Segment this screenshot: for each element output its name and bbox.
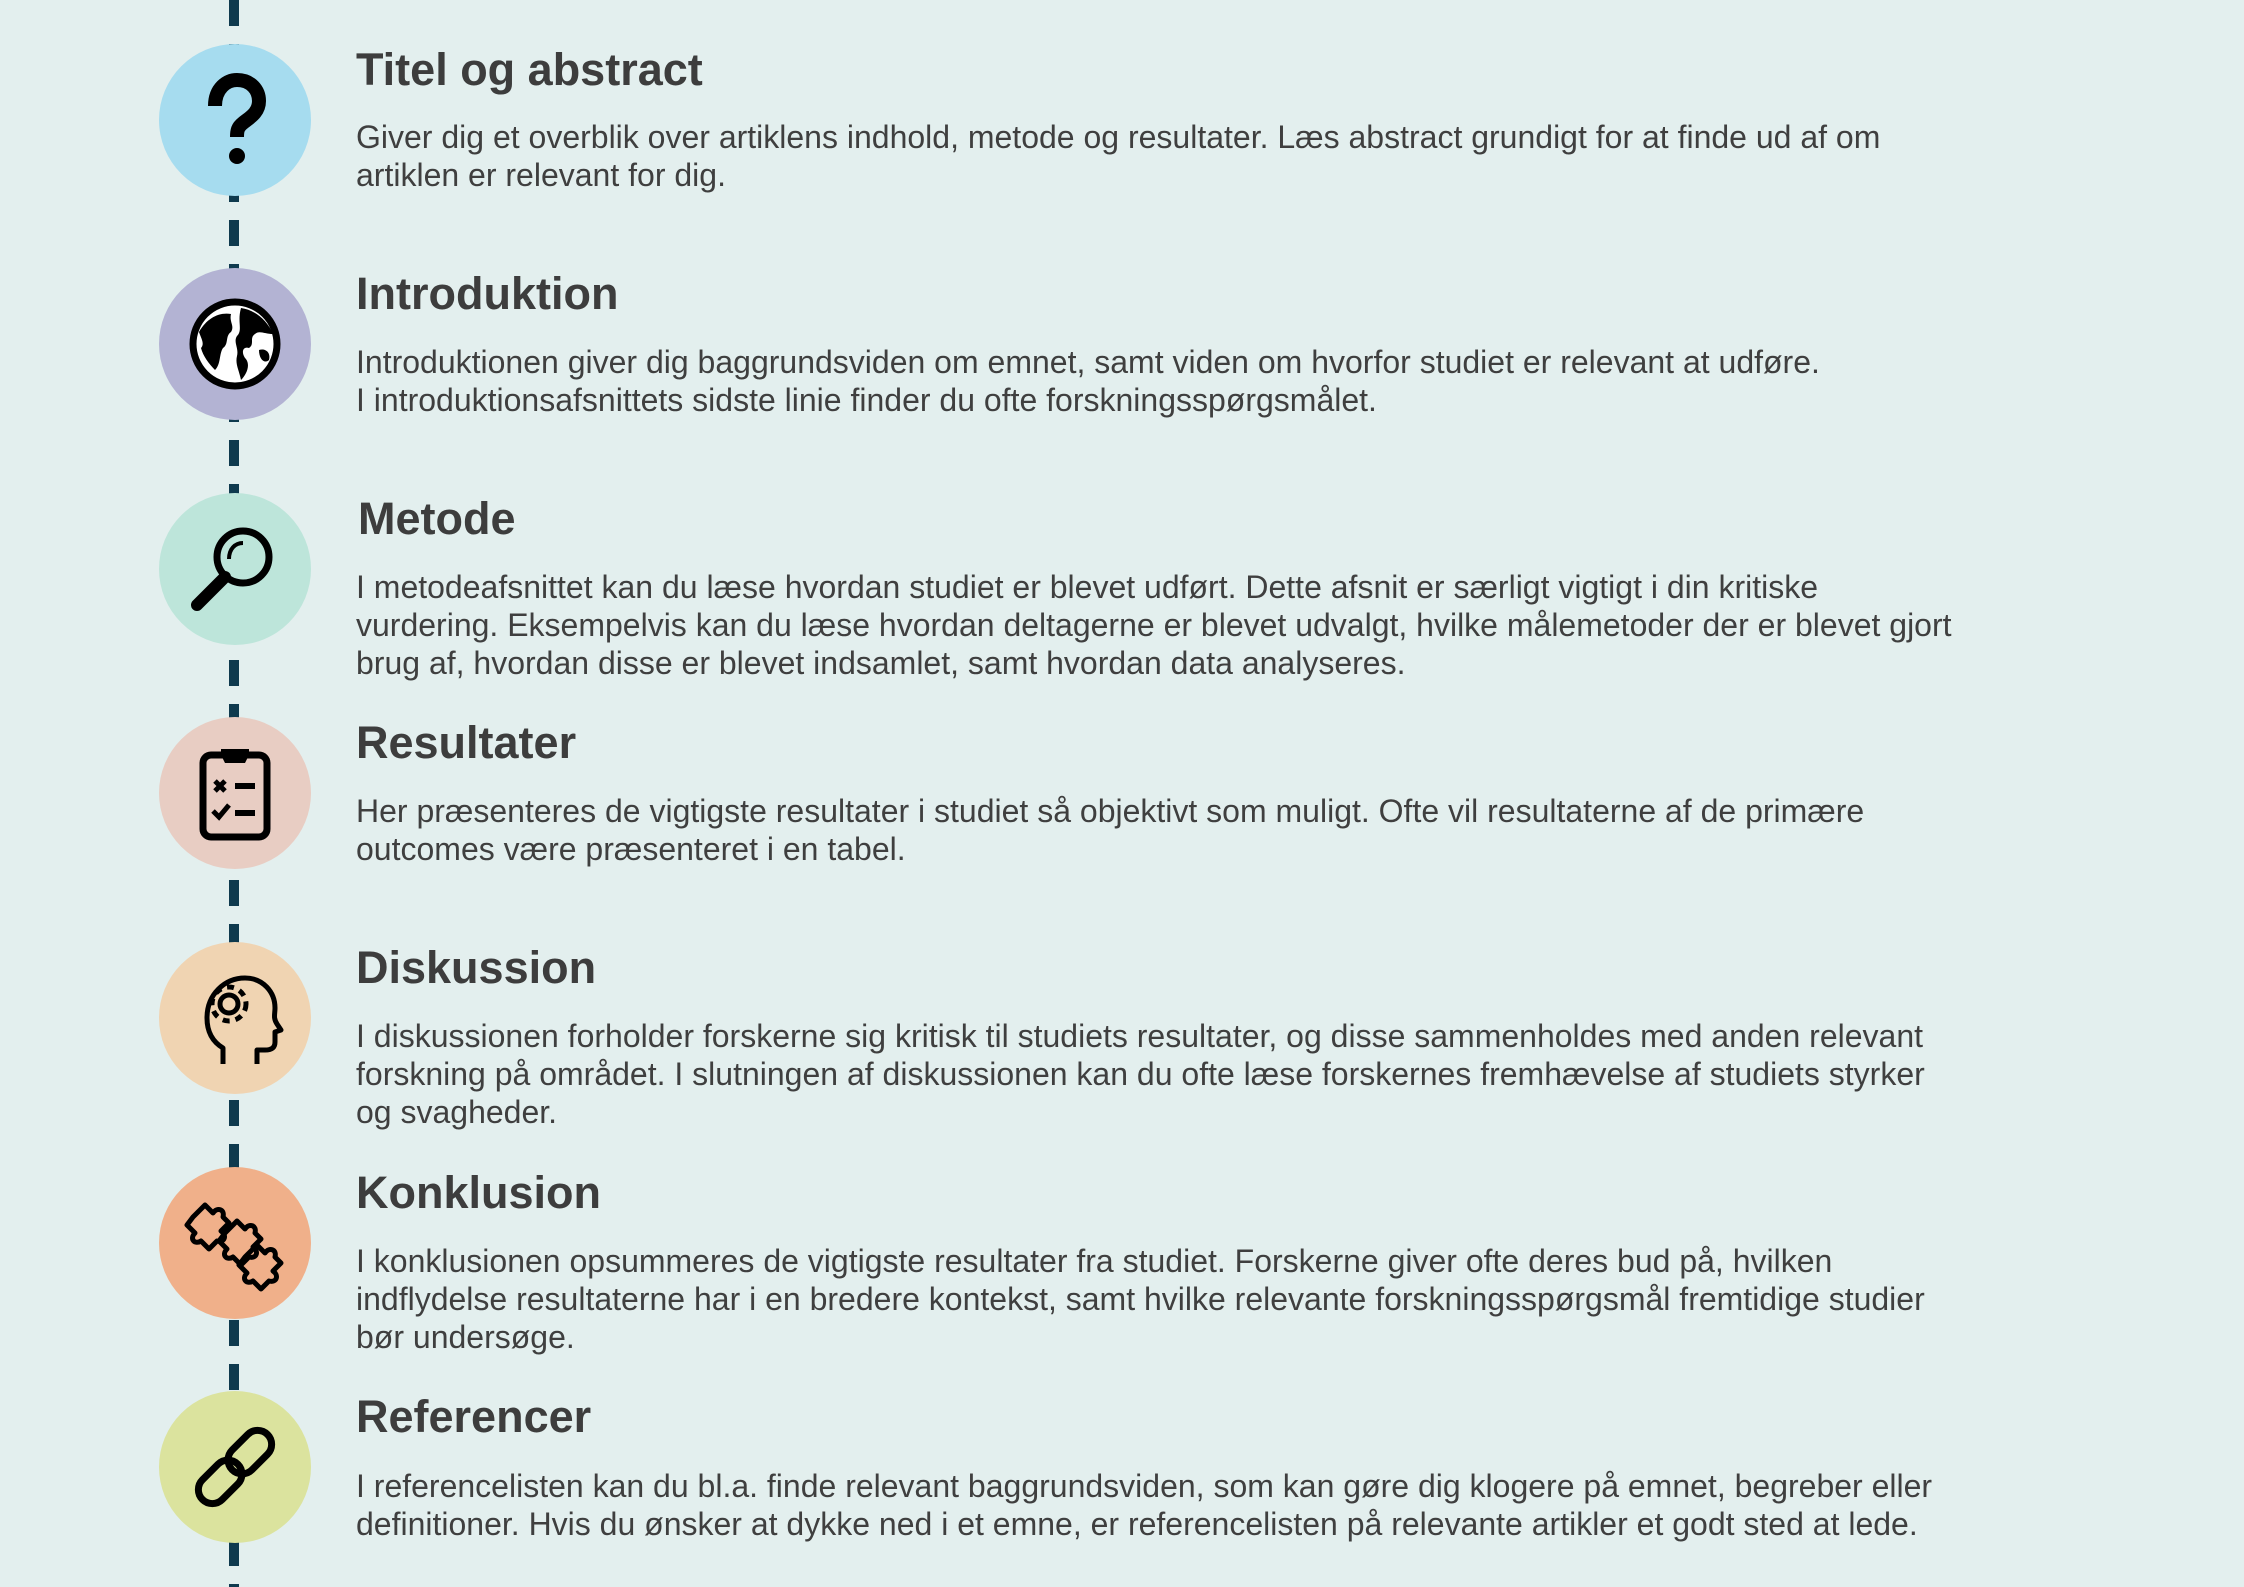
body-line: I introduktionsafsnittets sidste linie finder du ofte forskningsspørgsmålet. bbox=[356, 382, 1377, 418]
body-line: Introduktionen giver dig baggrundsviden om emnet, samt viden om hvorfor studiet er relevant at udføre. bbox=[356, 344, 1820, 380]
body-line: Her præsenteres de vigtigste resultater i studiet så objektivt som muligt. Ofte vil resultaterne af de primære bbox=[356, 793, 1865, 829]
section-body bbox=[356, 1467, 2186, 1543]
section-body bbox=[356, 1017, 2186, 1131]
body-line: I metodeafsnittet kan du læse hvordan studiet er blevet udført. Dette afsnit er særligt vigtigt i din kritiske bbox=[356, 569, 1819, 605]
section-title: Konklusion bbox=[356, 1167, 601, 1218]
body-line: bør undersøge. bbox=[356, 1319, 575, 1355]
body-line: outcomes være præsenteret i en tabel. bbox=[356, 831, 906, 867]
icon-circle bbox=[159, 1391, 311, 1543]
chain-link-icon bbox=[185, 1417, 285, 1517]
globe-icon bbox=[185, 294, 285, 394]
section-title: Metode bbox=[358, 493, 516, 544]
question-mark-icon bbox=[185, 70, 285, 170]
icon-circle bbox=[159, 493, 311, 645]
magnifier-icon bbox=[185, 519, 285, 619]
body-line: vurdering. Eksempelvis kan du læse hvordan deltagerne er blevet udvalgt, hvilke målemetoder der er blevet gjort bbox=[356, 607, 1952, 643]
section-title: Introduktion bbox=[356, 268, 619, 319]
body-line: brug af, hvordan disse er blevet indsamlet, samt hvordan data analyseres. bbox=[356, 645, 1406, 681]
section-title: Referencer bbox=[356, 1391, 592, 1442]
body-line: Giver dig et overblik over artiklens indhold, metode og resultater. Læs abstract grundigt for at finde ud af om bbox=[356, 119, 1881, 155]
icon-circle bbox=[159, 44, 311, 196]
body-line: forskning på området. I slutningen af diskussionen kan du ofte læse forskernes fremhævelse af studiets styrker bbox=[356, 1056, 1925, 1092]
section-body bbox=[356, 1242, 2186, 1356]
icon-circle bbox=[159, 268, 311, 420]
body-line: og svagheder. bbox=[356, 1094, 558, 1130]
section-title: Titel og abstract bbox=[356, 44, 703, 95]
body-line: I konklusionen opsummeres de vigtigste resultater fra studiet. Forskerne giver ofte deres bud på, hvilken bbox=[356, 1243, 1833, 1279]
section-body bbox=[356, 118, 2186, 194]
section-title: Diskussion bbox=[356, 942, 597, 993]
body-line: indflydelse resultaterne har i en bredere kontekst, samt hvilke relevante forskningsspørgsmål fremtidige studier bbox=[356, 1281, 1925, 1317]
icon-circle bbox=[159, 1167, 311, 1319]
section-body bbox=[356, 343, 2186, 419]
body-line: I diskussionen forholder forskerne sig kritisk til studiets resultater, og disse sammenholdes med anden relevant bbox=[356, 1018, 1923, 1054]
icon-circle bbox=[159, 717, 311, 869]
head-gear-icon bbox=[185, 968, 285, 1068]
body-line: definitioner. Hvis du ønsker at dykke ned i et emne, er referencelisten på relevante artikler et godt sted at lede. bbox=[356, 1506, 1918, 1542]
section-body bbox=[356, 792, 2186, 868]
section-body bbox=[356, 568, 2186, 682]
puzzle-pieces-icon bbox=[185, 1193, 285, 1293]
body-line: artiklen er relevant for dig. bbox=[356, 157, 726, 193]
icon-circle bbox=[159, 942, 311, 1094]
section-title: Resultater bbox=[356, 717, 577, 768]
body-line: I referencelisten kan du bl.a. finde relevant baggrundsviden, som kan gøre dig klogere på emnet, begreber eller bbox=[356, 1468, 1933, 1504]
clipboard-checklist-icon bbox=[185, 743, 285, 843]
